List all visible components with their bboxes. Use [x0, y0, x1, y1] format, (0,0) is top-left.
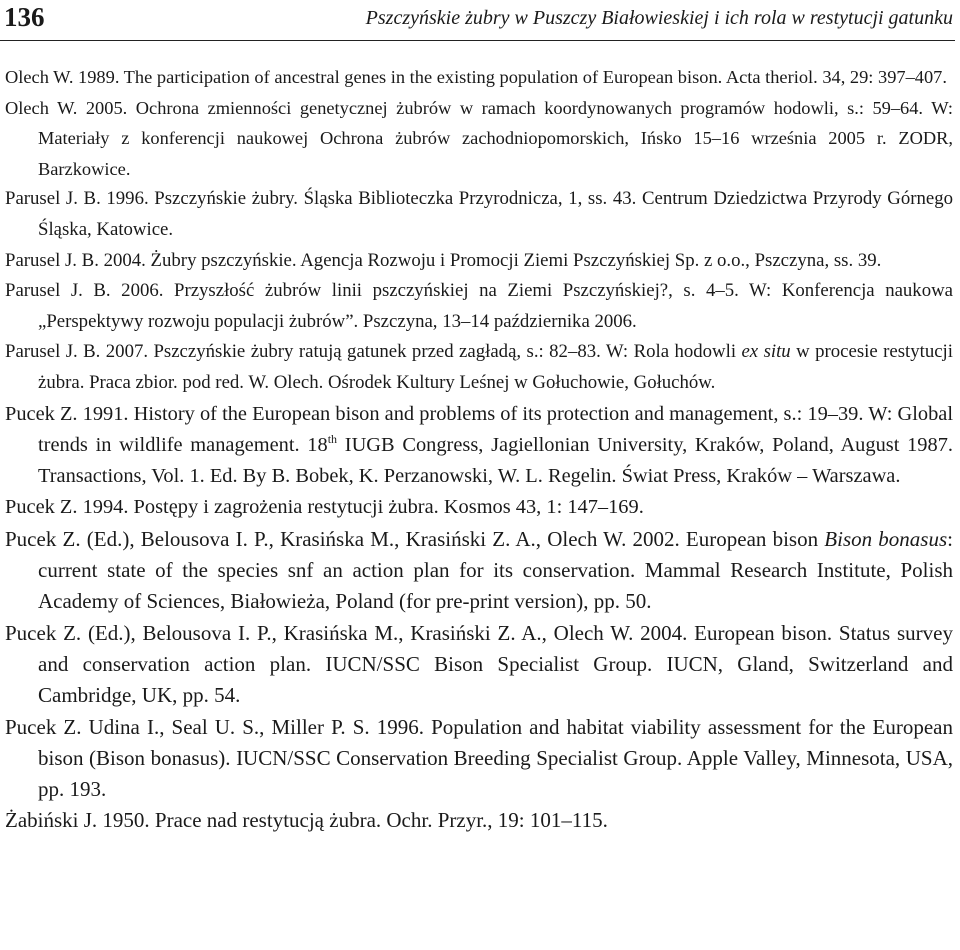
page-header — [0, 0, 955, 41]
reference-text: Olech W. 1989. The participation of ancestral genes in the existing population of European bison. Acta theriol. 34, 29: 397–407. — [5, 67, 947, 87]
reference-entry — [5, 93, 953, 185]
reference-text: Parusel J. B. 2007. Pszczyńskie żubry ratują gatunek przed zagładą, s.: 82–83. W: Rola hodowli — [5, 341, 742, 363]
reference-text: Pucek Z. (Ed.), Belousova I. P., Krasińska M., Krasiński Z. A., Olech W. 2002. European bison — [5, 526, 825, 551]
reference-text: Pucek Z. 1991. History of the European bison and problems of its protection and management, s.: 19–39. W: Global trends in wildlife management. 18 — [5, 402, 953, 456]
reference-entry — [5, 62, 953, 93]
reference-entry — [5, 618, 953, 712]
reference-text: Parusel J. B. 2004. Żubry pszczyńskie. Agencja Rozwoju i Promocji Ziemi Pszczyńskiej Sp. z o.o., Pszczyna, ss. 39. — [5, 249, 882, 271]
reference-entry — [5, 337, 953, 398]
reference-text: w procesie restytucji żubra. Praca zbior. pod red. W. Olech. Ośrodek Kultury Leśnej w Gołuchowie, Gołuchów. — [38, 341, 953, 393]
reference-italic-term: Bison bonasus — [824, 526, 948, 551]
reference-text: Pucek Z. (Ed.), Belousova I. P., Krasińska M., Krasiński Z. A., Olech W. 2004. European bison. Status survey and conservation action plan. IUCN/SSC Bison Specialist Group. IUCN, Gland, Switzerland and Cambridge, UK, pp. 54. — [5, 620, 953, 708]
reference-entry — [5, 805, 953, 836]
reference-text: Parusel J. B. 2006. Przyszłość żubrów linii pszczyńskiej na Ziemi Pszczyńskiej?, s. 4–5. W: Konferencja naukowa „Perspektywy rozwoju populacji żubrów”. Pszczyna, 13–14 października 2006. — [5, 280, 953, 332]
page-number: 136 — [4, 2, 45, 32]
reference-entry — [5, 276, 953, 337]
reference-text: Pucek Z. Udina I., Seal U. S., Miller P. S. 1996. Population and habitat viability assessment for the European bison (Bison bonasus). IUCN/SSC Conservation Breeding Specialist Group. Apple Valley, Minnesota, USA, pp. 193. — [5, 714, 953, 802]
reference-text: Parusel J. B. 1996. Pszczyńskie żubry. Śląska Biblioteczka Przyrodnicza, 1, ss. 43. Centrum Dziedzictwa Przyrody Górnego Śląska, Katowice. — [5, 188, 953, 240]
reference-text: : current state of the species snf an action plan for its conservation. Mammal Research Institute, Polish Academy of Sciences, Białowieża, Poland (for pre-print version), pp. 50. — [38, 526, 953, 614]
running-title: Pszczyńskie żubry w Puszczy Białowieskiej i ich rola w restytucji gatunku — [365, 7, 953, 29]
reference-entry — [5, 399, 953, 493]
reference-entry — [5, 492, 953, 523]
reference-entry — [5, 184, 953, 245]
reference-text: IUGB Congress, Jagiellonian University, Kraków, Poland, August 1987. Transactions, Vol. 1. Ed. By B. Bobek, K. Perzanowski, W. L. Regelin. Świat Press, Kraków – Warszawa. — [38, 433, 953, 488]
reference-entry — [5, 246, 953, 277]
reference-italic-term: ex situ — [741, 341, 791, 363]
reference-text: Żabiński J. 1950. Prace nad restytucją żubra. Ochr. Przyr., 19: 101–115. — [5, 808, 608, 833]
reference-entry — [5, 524, 953, 618]
reference-entry — [5, 712, 953, 806]
reference-text: Olech W. 2005. Ochrona zmienności genetycznej żubrów w ramach koordynowanych programów hodowli, s.: 59–64. W: Materiały z konferencji naukowej Ochrona żubrów zachodniopomorskich, Ińsko 15–16 września 2005 r. ZODR, Barzkowice. — [5, 97, 953, 179]
reference-list — [5, 62, 953, 837]
ordinal-superscript: th — [327, 432, 338, 447]
reference-text: Pucek Z. 1994. Postępy i zagrożenia restytucji żubra. Kosmos 43, 1: 147–169. — [5, 496, 644, 519]
